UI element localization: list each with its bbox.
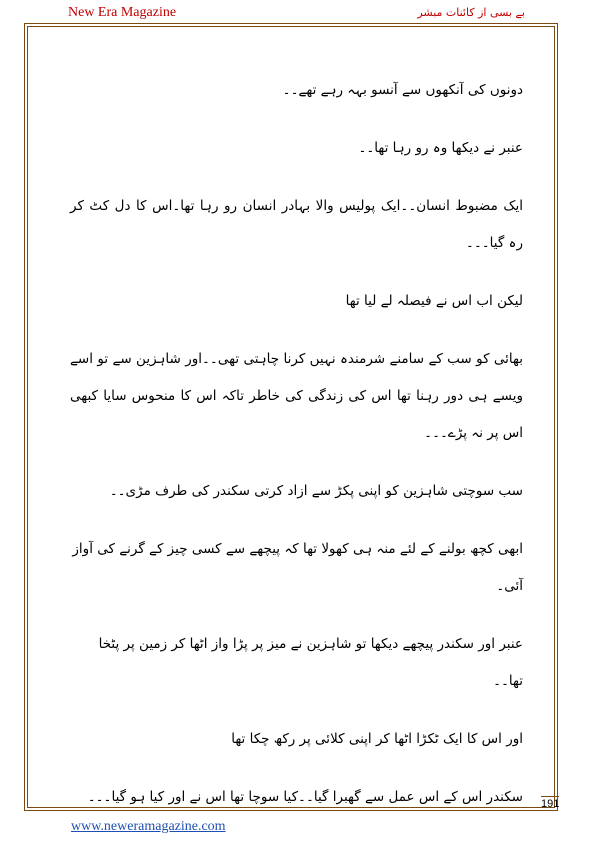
paragraph-6: سب سوچتی شاہزین کو اپنی پکڑ سے ازاد کرتی سکندر کی طرف مڑی۔۔ [109,483,523,499]
paragraph-9: اور اس کا ایک ٹکڑا اٹھا کر اپنی کلائی پر رکھ چکا تھا [231,731,523,747]
paragraph-2: عنبر نے دیکھا وہ رو رہا تھا۔۔ [358,140,523,156]
magazine-title: New Era Magazine [68,5,177,20]
paragraph-7: ابھی کچھ بولنے کے لئے منہ ہی کھولا تھا کہ پیچھے سے کسی چیز کے گرنے کی آواز آئی۔ [72,541,523,594]
paragraph-8: عنبر اور سکندر پیچھے دیکھا تو شاہزین نے میز پر پڑا واز اٹھا کر زمین پر پٹخا تھا۔۔ [98,636,523,689]
website-link[interactable]: www.neweramagazine.com [71,819,226,834]
paragraph-4: لیکن اب اس نے فیصلہ لے لیا تھا [345,293,523,309]
paragraph-10: سکندر اس کے اس عمل سے گھبرا گیا۔۔کیا سوچا تھا اس نے اور کیا ہو گیا۔۔۔ [87,789,523,805]
novel-title: بے بسی از کائنات مبشر [417,6,525,19]
paragraph-3: ایک مضبوط انسان۔۔ایک پولیس والا بہادر انسان رو رہا تھا۔اس کا دل کٹ کر رہ گیا۔۔۔ [70,198,523,251]
page-number: 191 [541,798,560,810]
paragraph-5: بھائی کو سب کے سامنے شرمندہ نہیں کرنا چاہتی تھی۔۔اور شاہزین سے تو اسے ویسے ہی دور رہنا تھا اس کی زندگی کی خاطر تاکہ اس کا منحوس سایا کبھی اس پر نہ پڑے۔۔۔ [70,351,523,441]
paragraph-1: دونوں کی آنکھوں سے آنسو بہہ رہے تھے۔۔ [282,82,523,98]
story-body [70,72,523,837]
